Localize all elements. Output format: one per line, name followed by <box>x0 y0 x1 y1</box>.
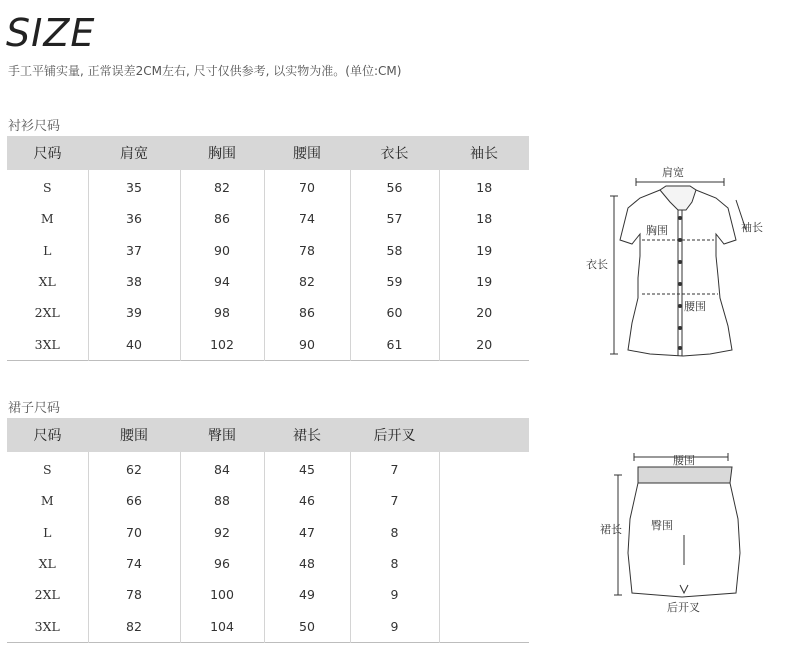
size-cell: 2XL <box>34 587 60 603</box>
size-cell: 3XL <box>34 618 60 634</box>
measure-cell: 47 <box>264 517 350 548</box>
size-cell: L <box>43 524 52 540</box>
column-header <box>439 418 529 452</box>
measure-cell: 8 <box>350 548 439 579</box>
measure-cell: 18 <box>439 170 529 203</box>
table-row <box>7 452 529 485</box>
column-header: 胸围 <box>180 136 264 170</box>
measure-cell: 7 <box>350 452 439 485</box>
table-row <box>7 170 529 203</box>
skirt-hip-label: 臀围 <box>651 519 673 532</box>
table-header-row <box>7 136 529 170</box>
column-header: 臀围 <box>180 418 264 452</box>
column-header: 腰围 <box>88 418 180 452</box>
measure-cell: 57 <box>350 203 439 234</box>
measure-cell: 104 <box>180 610 264 642</box>
table-row <box>7 266 529 297</box>
size-cell: 3XL <box>34 336 60 352</box>
size-cell: L <box>43 242 52 258</box>
measure-cell: 90 <box>180 235 264 266</box>
measure-cell <box>439 452 529 485</box>
measure-cell: 70 <box>88 517 180 548</box>
measure-cell: 40 <box>88 328 180 360</box>
measure-cell <box>439 517 529 548</box>
measure-cell: 36 <box>88 203 180 234</box>
size-cell: M <box>40 493 54 509</box>
measure-cell: 82 <box>264 266 350 297</box>
measure-cell: 59 <box>350 266 439 297</box>
table-row <box>7 235 529 266</box>
size-cell: 2XL <box>34 305 60 321</box>
measure-cell: 78 <box>264 235 350 266</box>
measure-cell: 82 <box>88 610 180 642</box>
measure-cell: 84 <box>180 452 264 485</box>
measure-cell: 46 <box>264 485 350 516</box>
chest-label: 胸围 <box>646 224 668 237</box>
measure-cell: 98 <box>180 297 264 328</box>
column-header: 肩宽 <box>88 136 180 170</box>
measure-cell: 9 <box>350 579 439 610</box>
skirt-section-title: 裙子尺码 <box>8 401 61 416</box>
shirt-section-title: 衬衫尺码 <box>8 119 61 134</box>
measure-cell: 60 <box>350 297 439 328</box>
measure-cell: 102 <box>180 328 264 360</box>
measure-cell: 58 <box>350 235 439 266</box>
skirt-length-label: 裙长 <box>600 523 622 536</box>
measure-cell: 66 <box>88 485 180 516</box>
measure-cell: 20 <box>439 297 529 328</box>
skirt-size-table <box>7 418 529 643</box>
shirt-measurement-diagram <box>580 158 780 368</box>
measure-cell: 19 <box>439 266 529 297</box>
measure-cell: 50 <box>264 610 350 642</box>
column-header: 袖长 <box>439 136 529 170</box>
column-header: 裙长 <box>264 418 350 452</box>
shirt-outline-icon <box>620 186 736 356</box>
measure-cell: 90 <box>264 328 350 360</box>
column-header: 尺码 <box>7 136 88 170</box>
measure-cell: 74 <box>264 203 350 234</box>
table-row <box>7 297 529 328</box>
waist-label: 腰围 <box>684 300 706 313</box>
measure-cell: 74 <box>88 548 180 579</box>
shirt-size-table <box>7 136 529 361</box>
table-row <box>7 485 529 516</box>
skirt-outline-icon <box>628 467 740 597</box>
measurement-note: 手工平铺实量, 正常误差2CM左右, 尺寸仅供参考, 以实物为准。(单位:CM) <box>8 64 402 78</box>
measure-cell: 8 <box>350 517 439 548</box>
measure-cell: 86 <box>180 203 264 234</box>
table-header-row <box>7 418 529 452</box>
measure-cell: 20 <box>439 328 529 360</box>
measure-cell: 78 <box>88 579 180 610</box>
size-cell: XL <box>38 556 56 572</box>
measure-cell: 100 <box>180 579 264 610</box>
sleeve-label: 袖长 <box>741 221 763 234</box>
column-header: 衣长 <box>350 136 439 170</box>
table-row <box>7 203 529 234</box>
page-title: SIZE <box>6 11 96 55</box>
measure-cell: 45 <box>264 452 350 485</box>
measure-cell <box>439 485 529 516</box>
column-header: 后开叉 <box>350 418 439 452</box>
measure-cell: 35 <box>88 170 180 203</box>
measure-cell: 49 <box>264 579 350 610</box>
size-cell: XL <box>38 274 56 290</box>
table-row <box>7 610 529 642</box>
measure-cell: 82 <box>180 170 264 203</box>
size-cell: M <box>40 211 54 227</box>
table-row <box>7 548 529 579</box>
shoulder-label: 肩宽 <box>662 166 684 179</box>
measure-cell: 48 <box>264 548 350 579</box>
measure-cell: 61 <box>350 328 439 360</box>
measure-cell: 39 <box>88 297 180 328</box>
measure-cell: 70 <box>264 170 350 203</box>
measure-cell: 96 <box>180 548 264 579</box>
measure-cell: 56 <box>350 170 439 203</box>
size-cell: S <box>42 462 52 478</box>
measure-cell: 37 <box>88 235 180 266</box>
column-header: 尺码 <box>7 418 88 452</box>
measure-cell: 19 <box>439 235 529 266</box>
measure-cell: 9 <box>350 610 439 642</box>
measure-cell: 18 <box>439 203 529 234</box>
table-row <box>7 517 529 548</box>
measure-cell: 62 <box>88 452 180 485</box>
skirt-waist-label: 腰围 <box>673 454 695 467</box>
skirt-slit-label: 后开叉 <box>667 601 700 614</box>
measure-cell <box>439 548 529 579</box>
table-row <box>7 328 529 360</box>
measure-cell: 94 <box>180 266 264 297</box>
measure-cell <box>439 579 529 610</box>
measure-cell: 88 <box>180 485 264 516</box>
measure-cell: 7 <box>350 485 439 516</box>
measure-cell <box>439 610 529 642</box>
table-row <box>7 579 529 610</box>
length-label: 衣长 <box>586 258 608 271</box>
skirt-measurement-diagram <box>590 445 770 620</box>
measure-cell: 92 <box>180 517 264 548</box>
size-cell: S <box>42 180 52 196</box>
measure-cell: 86 <box>264 297 350 328</box>
column-header: 腰围 <box>264 136 350 170</box>
measure-cell: 38 <box>88 266 180 297</box>
